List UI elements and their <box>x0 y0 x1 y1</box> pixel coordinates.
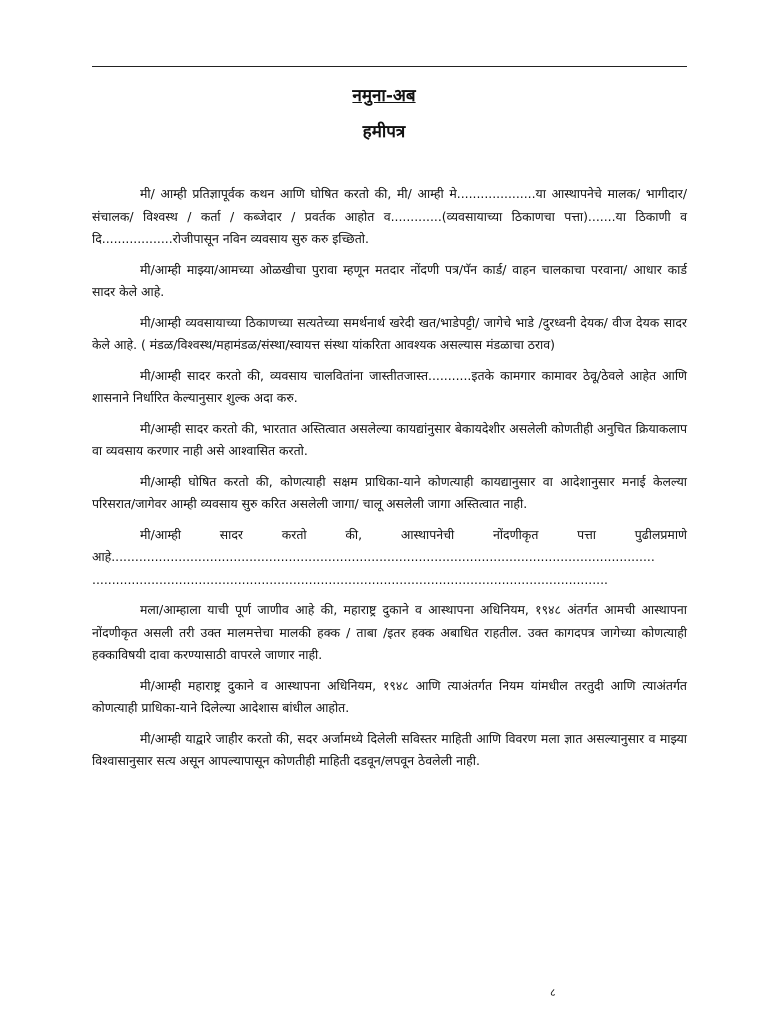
paragraph-prohibited-area: मी/आम्ही घोषित करतो की, कोणत्याही सक्षम प्राधिका-याने कोणत्याही कायद्यानुसार वा आदेशानुसार मनाई केलल्या परिसरात/जागेवर आम्ही व्यवसाय सुरु करित असलेली जागा/ चालू असलेली जागा अस्तित्वात नाही. <box>92 473 687 511</box>
top-divider <box>92 66 687 67</box>
paragraph-identity-proof: मी/आम्ही माझ्या/आमच्या ओळखीचा पुरावा म्हणून मतदार नोंदणी पत्र/पॅन कार्ड/ वाहन चालकाचा परवाना/ आधार कार्ड सादर केले आहे. <box>92 261 687 299</box>
document-body <box>92 183 687 781</box>
address-line-1: मी/आम्ही सादर करतो की, आस्थापनेची नोंदणीकृत पत्ता पुढीलप्रमाणे <box>140 526 687 542</box>
form-title: नमुना-अब <box>352 86 416 106</box>
page-number: ८ <box>550 986 556 999</box>
paragraph-registered-address <box>92 524 687 592</box>
address-line-3: ................................................................................................................................... <box>92 571 608 587</box>
address-line-2: आहे.......................................................................................................................................... <box>92 549 655 564</box>
paragraph-act-compliance: मी/आम्ही महाराष्ट्र दुकाने व आस्थापना अधिनियम, १९४८ आणि त्याअंतर्गत नियम यांमधील तरतुदी आणि त्याअंतर्गत कोणत्याही प्राधिका-याने दिलेल्या आदेशास बांधील आहोत. <box>92 677 687 715</box>
paragraph-address-proof: मी/आम्ही व्यवसायाच्या ठिकाणच्या सत्यतेच्या समर्थनार्थ खरेदी खत/भाडेपट्टी/ जागेचे भाडे /दुरध्वनी देयक/ वीज देयक सादर केले आहे. ( मंडळ/विश्वस्थ/महामंडळ/संस्था/स्वायत्त संस्था यांकरिता आवश्यक असल्यास मंडळाचा ठराव) <box>92 314 687 352</box>
form-subtitle: हमीपत्र <box>362 122 406 142</box>
paragraph-lawful-business: मी/आम्ही सादर करतो की, भारतात अस्तित्वात असलेल्या कायद्यांनुसार बेकायदेशीर असलेली कोणतीही अनुचित क्रियाकलाप वा व्यवसाय करणार नाही असे आश्वासित करतो. <box>92 420 687 458</box>
paragraph-ownership-rights: मला/आम्हाला याची पूर्ण जाणीव आहे की, महाराष्ट्र दुकाने व आस्थापना अधिनियम, १९४८ अंतर्गत आमची आस्थापना नोंदणीकृत असली तरी उक्त मालमत्तेचा मालकी हक्क / ताबा /इतर हक्क अबाधित राहतील. उक्त कागदपत्र जागेच्या कोणत्याही हक्काविषयी दावा करण्यासाठी वापरले जाणार नाही. <box>92 602 687 662</box>
paragraph-workers: मी/आम्ही सादर करतो की, व्यवसाय चालवितांना जास्तीतजास्त...........इतके कामगार कामावर ठेवू/ठेवले आहेत आणि शासनाने निर्धारित केल्यानुसार शुल्क अदा करु. <box>92 367 687 405</box>
paragraph-truth-declaration: मी/आम्ही याद्वारे जाहीर करतो की, सदर अर्जामध्ये दिलेली सविस्तर माहिती आणि विवरण मला ज्ञात असल्यानुसार व माझ्या विश्वासानुसार सत्य असून आपल्यापासून कोणतीही माहिती दडवून/लपवून ठेवलेली नाही. <box>92 730 687 768</box>
paragraph-declaration: मी/ आम्ही प्रतिज्ञापूर्वक कथन आणि घोषित करतो की, मी/ आम्ही मे....................या आस्थापनेचे मालक/ भागीदार/ संचालक/ विश्वस्थ / कर्ता / कब्जेदार / प्रवर्तक आहोत व.............(व्यवसायाच्या ठिकाणचा पत्ता).......या ठिकाणी व दि..................रोजीपासून नविन व्यवसाय सुरु करु इच्छितो. <box>92 186 687 246</box>
